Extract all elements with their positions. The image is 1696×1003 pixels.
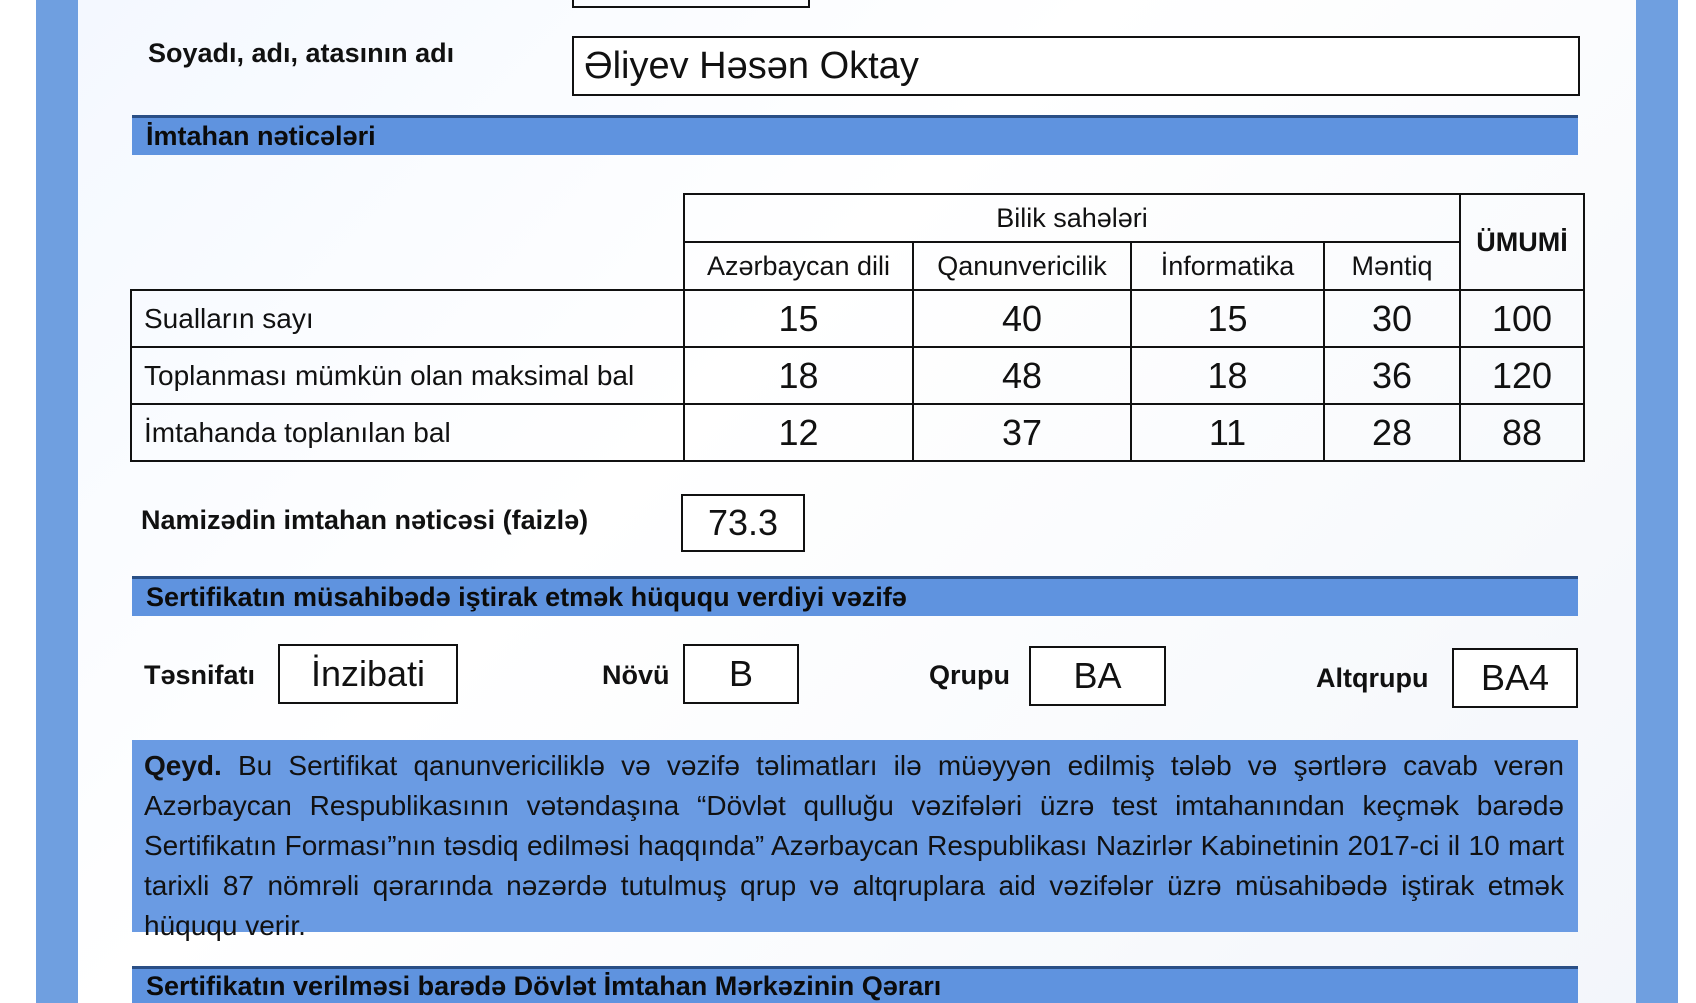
cell-value: 12: [684, 404, 913, 461]
col-header-mentiq: Məntiq: [1324, 242, 1460, 290]
qrupu-label: Qrupu: [929, 660, 1010, 690]
percentage-value: 73.3: [707, 502, 779, 543]
cell-total: 88: [1460, 404, 1584, 461]
table-row: [131, 347, 1584, 404]
section-decision-title: Sertifikatın verilməsi barədə Dövlət İmtahan Mərkəzinin Qərarı: [146, 970, 942, 1001]
section-position-bar: [132, 576, 1578, 616]
cell-value: 15: [1131, 290, 1324, 347]
cell-value: 36: [1324, 347, 1460, 404]
col-header-qanunvericilik: Qanunvericilik: [913, 242, 1131, 290]
cell-value: 30: [1324, 290, 1460, 347]
percentage-label: Namizədin imtahan nəticəsi (faizlə): [141, 505, 589, 535]
note-lead: Qeyd.: [144, 750, 222, 781]
cell-value: 28: [1324, 404, 1460, 461]
section-results-title: İmtahan nəticələri: [146, 121, 376, 151]
cell-total: 100: [1460, 290, 1584, 347]
cell-value: 48: [913, 347, 1131, 404]
section-position-title: Sertifikatın müsahibədə iştirak etmək hüququ verdiyi vəzifə: [146, 582, 907, 612]
note-block: [132, 740, 1578, 941]
altqrupu-label: Altqrupu: [1316, 663, 1429, 693]
cell-value: 18: [684, 347, 913, 404]
section-decision-bar: [132, 966, 1578, 1003]
section-results-bar: [132, 115, 1578, 155]
col-header-informatika: İnformatika: [1131, 242, 1324, 290]
cell-value: 37: [913, 404, 1131, 461]
table-corner-2: [131, 242, 684, 290]
tesnifat-field: [278, 644, 458, 704]
novu-value: B: [728, 653, 753, 694]
total-header: ÜMUMİ: [1460, 194, 1584, 290]
row-label: Sualların sayı: [131, 290, 684, 347]
row-label: İmtahanda toplanılan bal: [131, 404, 684, 461]
left-border-strip: [36, 0, 78, 1003]
qrupu-value: BA: [1073, 655, 1122, 696]
cell-total: 120: [1460, 347, 1584, 404]
name-field: [572, 36, 1580, 96]
table-row: [131, 290, 1584, 347]
qrupu-field: [1029, 646, 1166, 706]
results-table: [130, 193, 1585, 462]
cell-value: 11: [1131, 404, 1324, 461]
name-label: Soyadı, adı, atasının adı: [148, 38, 455, 68]
note-text: Bu Sertifikat qanunvericiliklə və vəzifə təlimatları ilə müəyyən edilmiş tələb və şərtlərə cavab verən Azərbaycan Respublikasının vətəndaşına “Dövlət qulluğu vəzifələri üzrə test imtahanından keçmək barədə Sertifikatın Forması”nın təsdiq edilməsi haqqında” Azərbaycan Respublikası Nazirlər Kabinetinin 2017-ci il 10 mart tarixli 87 nömrəli qərarında nəzərdə tutulmuş qrup və altqruplara aid vəzifələr üzrə müsahibədə iştirak etmək hüququ verir.: [144, 750, 1564, 941]
table-row: [131, 404, 1584, 461]
novu-field: [683, 644, 799, 704]
novu-label: Növü: [602, 660, 670, 690]
cell-value: 15: [684, 290, 913, 347]
cell-value: 40: [913, 290, 1131, 347]
col-header-azerbaycan: Azərbaycan dili: [684, 242, 913, 290]
table-corner: [131, 194, 684, 242]
altqrupu-field: [1452, 648, 1578, 708]
name-value: Əliyev Həsən Oktay: [584, 44, 919, 87]
percentage-field: [681, 494, 805, 552]
cell-value: 18: [1131, 347, 1324, 404]
tesnifat-label: Təsnifatı: [144, 660, 256, 690]
group-header: Bilik sahələri: [684, 194, 1460, 242]
top-field-box: [572, 0, 810, 8]
row-label: Toplanması mümkün olan maksimal bal: [131, 347, 684, 404]
tesnifat-value: İnzibati: [310, 653, 426, 694]
right-border-strip: [1636, 0, 1678, 1003]
altqrupu-value: BA4: [1480, 657, 1550, 698]
